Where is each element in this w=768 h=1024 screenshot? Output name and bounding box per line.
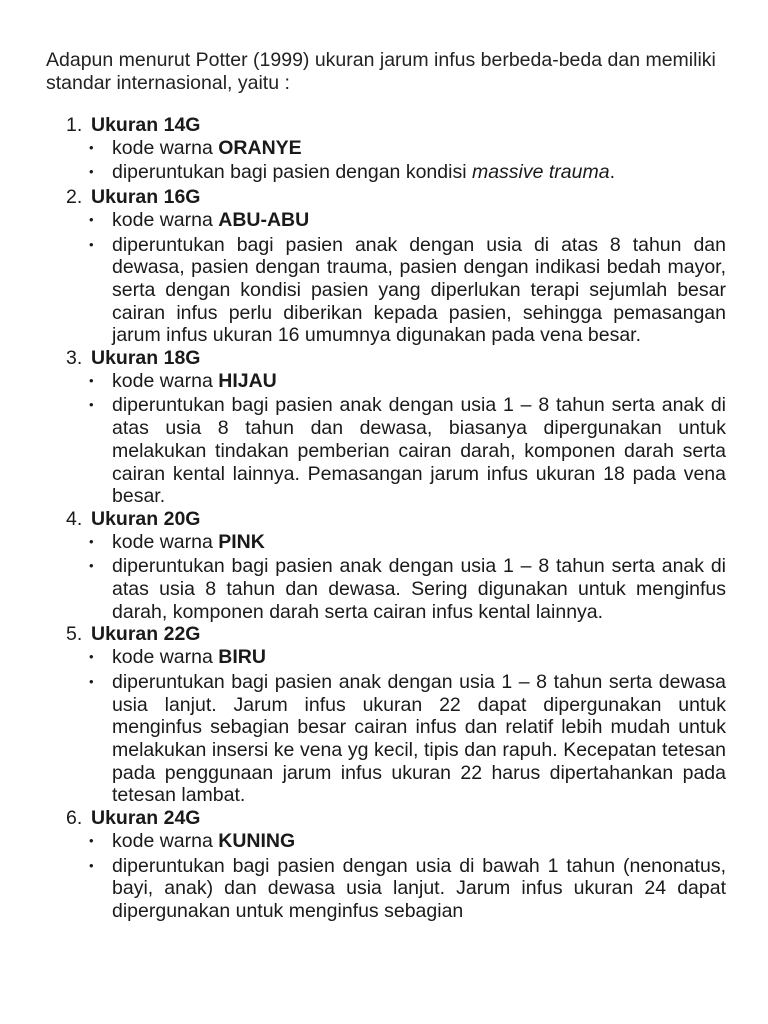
- color-prefix: kode warna: [112, 208, 219, 231]
- color-code-line: [89, 370, 726, 395]
- item-size-label: Ukuran 14G: [91, 114, 201, 136]
- item-size-label: Ukuran 20G: [91, 507, 201, 530]
- description-text: diperuntukan bagi pasien dengan usia di bawah 1 tahun (nenonatus, bayi, anak) dan dewasa usia lanjut. Jarum infus ukuran 24 dapat dipergunakan untuk menginfus sebagian: [112, 854, 726, 922]
- item-number: 1.: [66, 114, 83, 136]
- item-number: 4.: [66, 507, 83, 530]
- color-prefix: kode warna: [112, 646, 219, 669]
- description-text: diperuntukan bagi pasien anak dengan usia 1 – 8 tahun serta anak di atas usia 8 tahun dan dewasa. Sering digunakan untuk menginfus darah, komponen darah serta cairan infus kental lainnya.: [112, 555, 726, 623]
- item-heading: [66, 347, 726, 370]
- color-name: ORANYE: [218, 136, 302, 159]
- description-suffix: .: [609, 161, 615, 184]
- item-heading: [66, 508, 726, 531]
- list-item-18g: [66, 347, 726, 508]
- color-code-line: [89, 531, 726, 556]
- description-line: [89, 234, 726, 348]
- bullet-icon: •: [89, 397, 94, 413]
- bullet-icon: •: [89, 372, 94, 388]
- bullet-icon: •: [89, 164, 94, 180]
- description-line: [89, 855, 726, 923]
- color-name: BIRU: [218, 646, 266, 669]
- description-line: [89, 394, 726, 508]
- item-details: [66, 646, 726, 807]
- item-heading: [66, 186, 726, 209]
- bullet-icon: •: [89, 139, 94, 155]
- color-code-line: [89, 209, 726, 234]
- description-line: [89, 671, 726, 807]
- bullet-icon: •: [89, 673, 94, 689]
- list-item-16g: [66, 186, 726, 347]
- description-line: [89, 161, 726, 186]
- bullet-icon: •: [89, 236, 94, 252]
- list-item-22g: [66, 623, 726, 807]
- item-size-label: Ukuran 16G: [91, 186, 201, 209]
- item-number: 3.: [66, 347, 83, 370]
- item-details: [66, 370, 726, 508]
- bullet-icon: •: [89, 649, 94, 665]
- list-item-14g: [66, 114, 726, 186]
- description-emphasis: massive trauma: [471, 161, 610, 184]
- description-prefix: diperuntukan bagi pasien dengan kondisi: [112, 161, 472, 184]
- color-code-line: [89, 137, 726, 162]
- needle-size-list: [66, 114, 726, 923]
- item-heading: [66, 114, 726, 137]
- color-prefix: kode warna: [112, 369, 219, 392]
- color-name: HIJAU: [218, 369, 277, 392]
- color-prefix: kode warna: [112, 136, 219, 159]
- item-details: [66, 209, 726, 347]
- item-number: 6.: [66, 807, 83, 830]
- color-code-line: [89, 646, 726, 671]
- bullet-icon: •: [89, 211, 94, 227]
- color-name: KUNING: [218, 829, 296, 852]
- color-prefix: kode warna: [112, 829, 219, 852]
- bullet-icon: •: [89, 558, 94, 574]
- color-name: PINK: [218, 530, 265, 553]
- item-size-label: Ukuran 22G: [91, 623, 201, 646]
- bullet-icon: •: [89, 533, 94, 549]
- item-number: 5.: [66, 623, 83, 646]
- item-details: [66, 531, 726, 624]
- intro-paragraph: Adapun menurut Potter (1999) ukuran jarum infus berbeda-beda dan memiliki standar internasional, yaitu :: [46, 49, 716, 94]
- description-text: diperuntukan bagi pasien anak dengan usia 1 – 8 tahun serta dewasa usia lanjut. Jarum infus ukuran 22 dapat dipergunakan untuk menginfus sebagian besar cairan infus dan relatif lebih mudah untuk melakukan insersi ke vena yg kecil, tipis dan rapuh. Kecepatan tetesan pada penggunaan jarum infus ukuran 22 harus dipertahankan pada tetesan lambat.: [112, 670, 726, 807]
- list-item-24g: [66, 807, 726, 923]
- list-item-20g: [66, 508, 726, 624]
- color-name: ABU-ABU: [218, 208, 310, 231]
- description-text: diperuntukan bagi pasien anak dengan usia 1 – 8 tahun serta anak di atas usia 8 tahun dan dewasa, biasanya dipergunakan untuk melakukan tindakan pemberian cairan darah, komponen darah serta cairan kental lainnya. Pemasangan jarum infus ukuran 18 pada vena besar.: [112, 394, 726, 508]
- item-heading: [66, 623, 726, 646]
- color-code-line: [89, 830, 726, 855]
- bullet-icon: •: [89, 857, 94, 873]
- item-size-label: Ukuran 24G: [91, 807, 201, 830]
- color-prefix: kode warna: [112, 530, 219, 553]
- item-details: [66, 137, 726, 186]
- item-details: [66, 830, 726, 923]
- item-number: 2.: [66, 186, 83, 209]
- item-heading: [66, 807, 726, 830]
- item-size-label: Ukuran 18G: [91, 347, 201, 370]
- description-line: [89, 555, 726, 623]
- bullet-icon: •: [89, 832, 94, 848]
- description-text: diperuntukan bagi pasien anak dengan usia di atas 8 tahun dan dewasa, pasien dengan trauma, pasien dengan indikasi bedah mayor, serta dengan kondisi pasien yang diperlukan terapi sejumlah besar cairan infus perlu diberikan kepada pasien, sehingga pemasangan jarum infus ukuran 16 umumnya digunakan pada vena besar.: [112, 233, 726, 347]
